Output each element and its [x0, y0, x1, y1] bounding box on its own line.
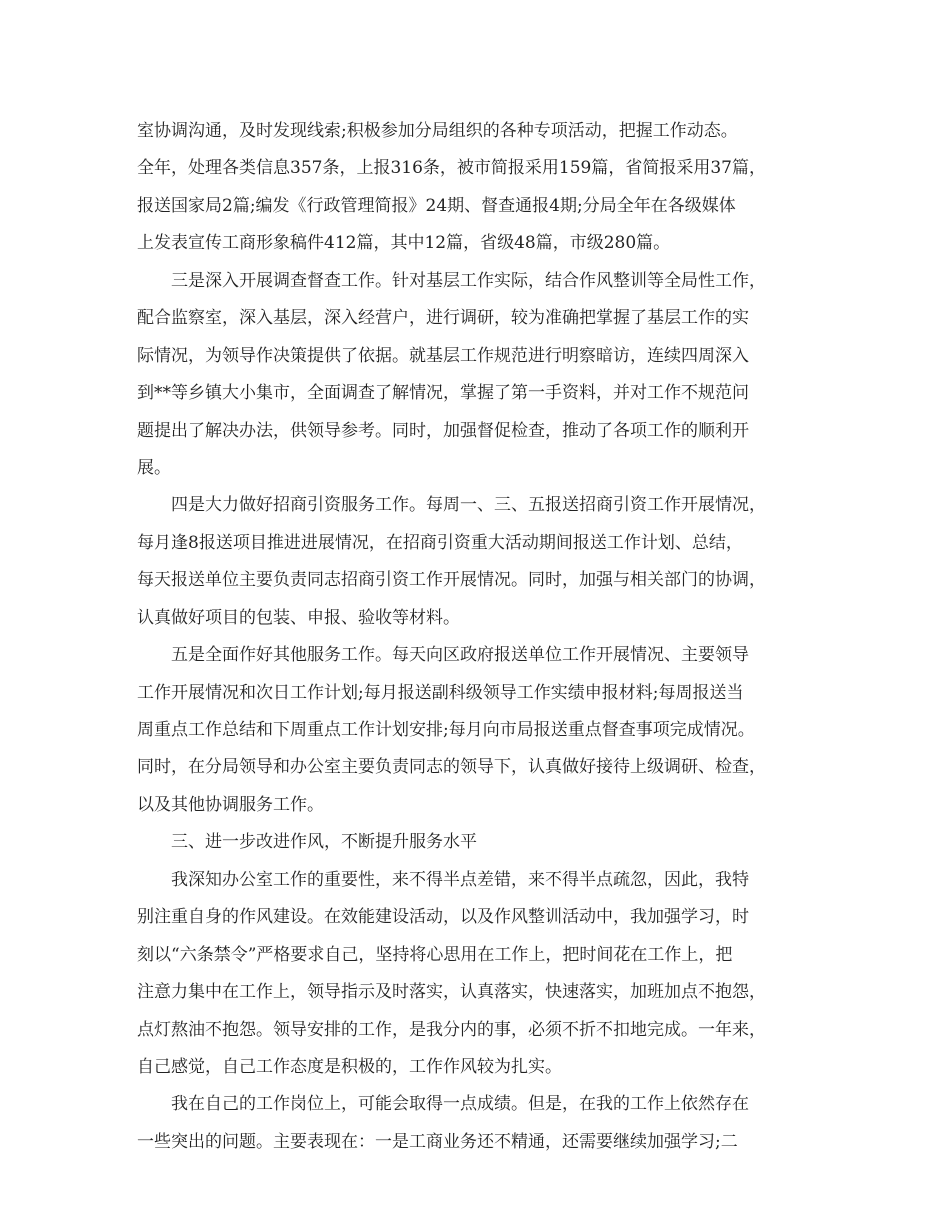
text-line: 报送国家局2篇;编发《行政管理简报》24期、督查通报4期;分局全年在各级媒体	[137, 195, 736, 216]
paragraph-first-line: 五是全面作好其他服务工作。每天向区政府报送单位工作开展情况、主要领导	[171, 645, 749, 666]
text-line: 一些突出的问题。主要表现在：一是工商业务还不精通，还需要继续加强学习;二	[137, 1131, 738, 1152]
section-heading: 三、进一步改进作风，不断提升服务水平	[171, 832, 477, 853]
paragraph-first-line: 三是深入开展调查督查工作。针对基层工作实际，结合作风整训等全局性工作，	[171, 270, 766, 291]
text-line: 注意力集中在工作上，领导指示及时落实，认真落实，快速落实，加班加点不抱怨，	[137, 982, 766, 1003]
paragraph-first-line: 我深知办公室工作的重要性，来不得半点差错，来不得半点疏忽，因此，我特	[171, 869, 749, 890]
text-line: 自己感觉，自己工作态度是积极的，工作作风较为扎实。	[137, 1056, 562, 1077]
text-line: 周重点工作总结和下周重点工作计划安排;每月向市局报送重点督查事项完成情况。	[137, 720, 755, 740]
document-body	[137, 113, 827, 1161]
paragraph-first-line: 四是大力做好招商引资服务工作。每周一、三、五报送招商引资工作开展情况，	[171, 495, 766, 516]
text-line: 每月逢8报送项目推进进展情况，在招商引资重大活动期间报送工作计划、总结，	[137, 532, 743, 553]
text-line: 工作开展情况和次日工作计划;每月报送副科级领导工作实绩申报材料;每周报送当	[137, 682, 744, 703]
text-line: 展。	[137, 457, 171, 478]
text-line: 配合监察室，深入基层，深入经营户，进行调研，较为准确把掌握了基层工作的实	[137, 308, 749, 329]
text-line: 刻以“六条禁令”严格要求自己，坚持将心思用在工作上，把时间花在工作上，把	[137, 944, 733, 965]
text-line: 全年，处理各类信息357条，上报316条，被市简报采用159篇，省简报采用37篇，	[137, 158, 766, 179]
text-line: 题提出了解决办法，供领导参考。同时，加强督促检查，推动了各项工作的顺利开	[137, 420, 749, 441]
text-line: 以及其他协调服务工作。	[137, 794, 324, 815]
text-line: 际情况，为领导作决策提供了依据。就基层工作规范进行明察暗访，连续四周深入	[137, 345, 749, 366]
text-line: 同时，在分局领导和办公室主要负责同志的领导下，认真做好接待上级调研、检查，	[137, 757, 766, 778]
paragraph-first-line: 我在自己的工作岗位上，可能会取得一点成绩。但是，在我的工作上依然存在	[171, 1094, 749, 1115]
text-line: 到**等乡镇大小集市，全面调查了解情况，掌握了第一手资料，并对工作不规范问	[137, 383, 749, 404]
text-line: 室协调沟通，及时发现线索;积极参加分局组织的各种专项活动，把握工作动态。	[137, 121, 738, 141]
text-line: 认真做好项目的包装、申报、验收等材料。	[137, 607, 460, 628]
text-line: 上发表宣传工商形象稿件412篇，其中12篇，省级48篇，市级280篇。	[137, 233, 671, 254]
text-line: 别注重自身的作风建设。在效能建设活动，以及作风整训活动中，我加强学习，时	[137, 907, 749, 928]
text-line: 每天报送单位主要负责同志招商引资工作开展情况。同时，加强与相关部门的协调，	[137, 570, 766, 591]
text-line: 点灯熬油不抱怨。领导安排的工作，是我分内的事，必须不折不扣地完成。一年来，	[137, 1019, 766, 1040]
